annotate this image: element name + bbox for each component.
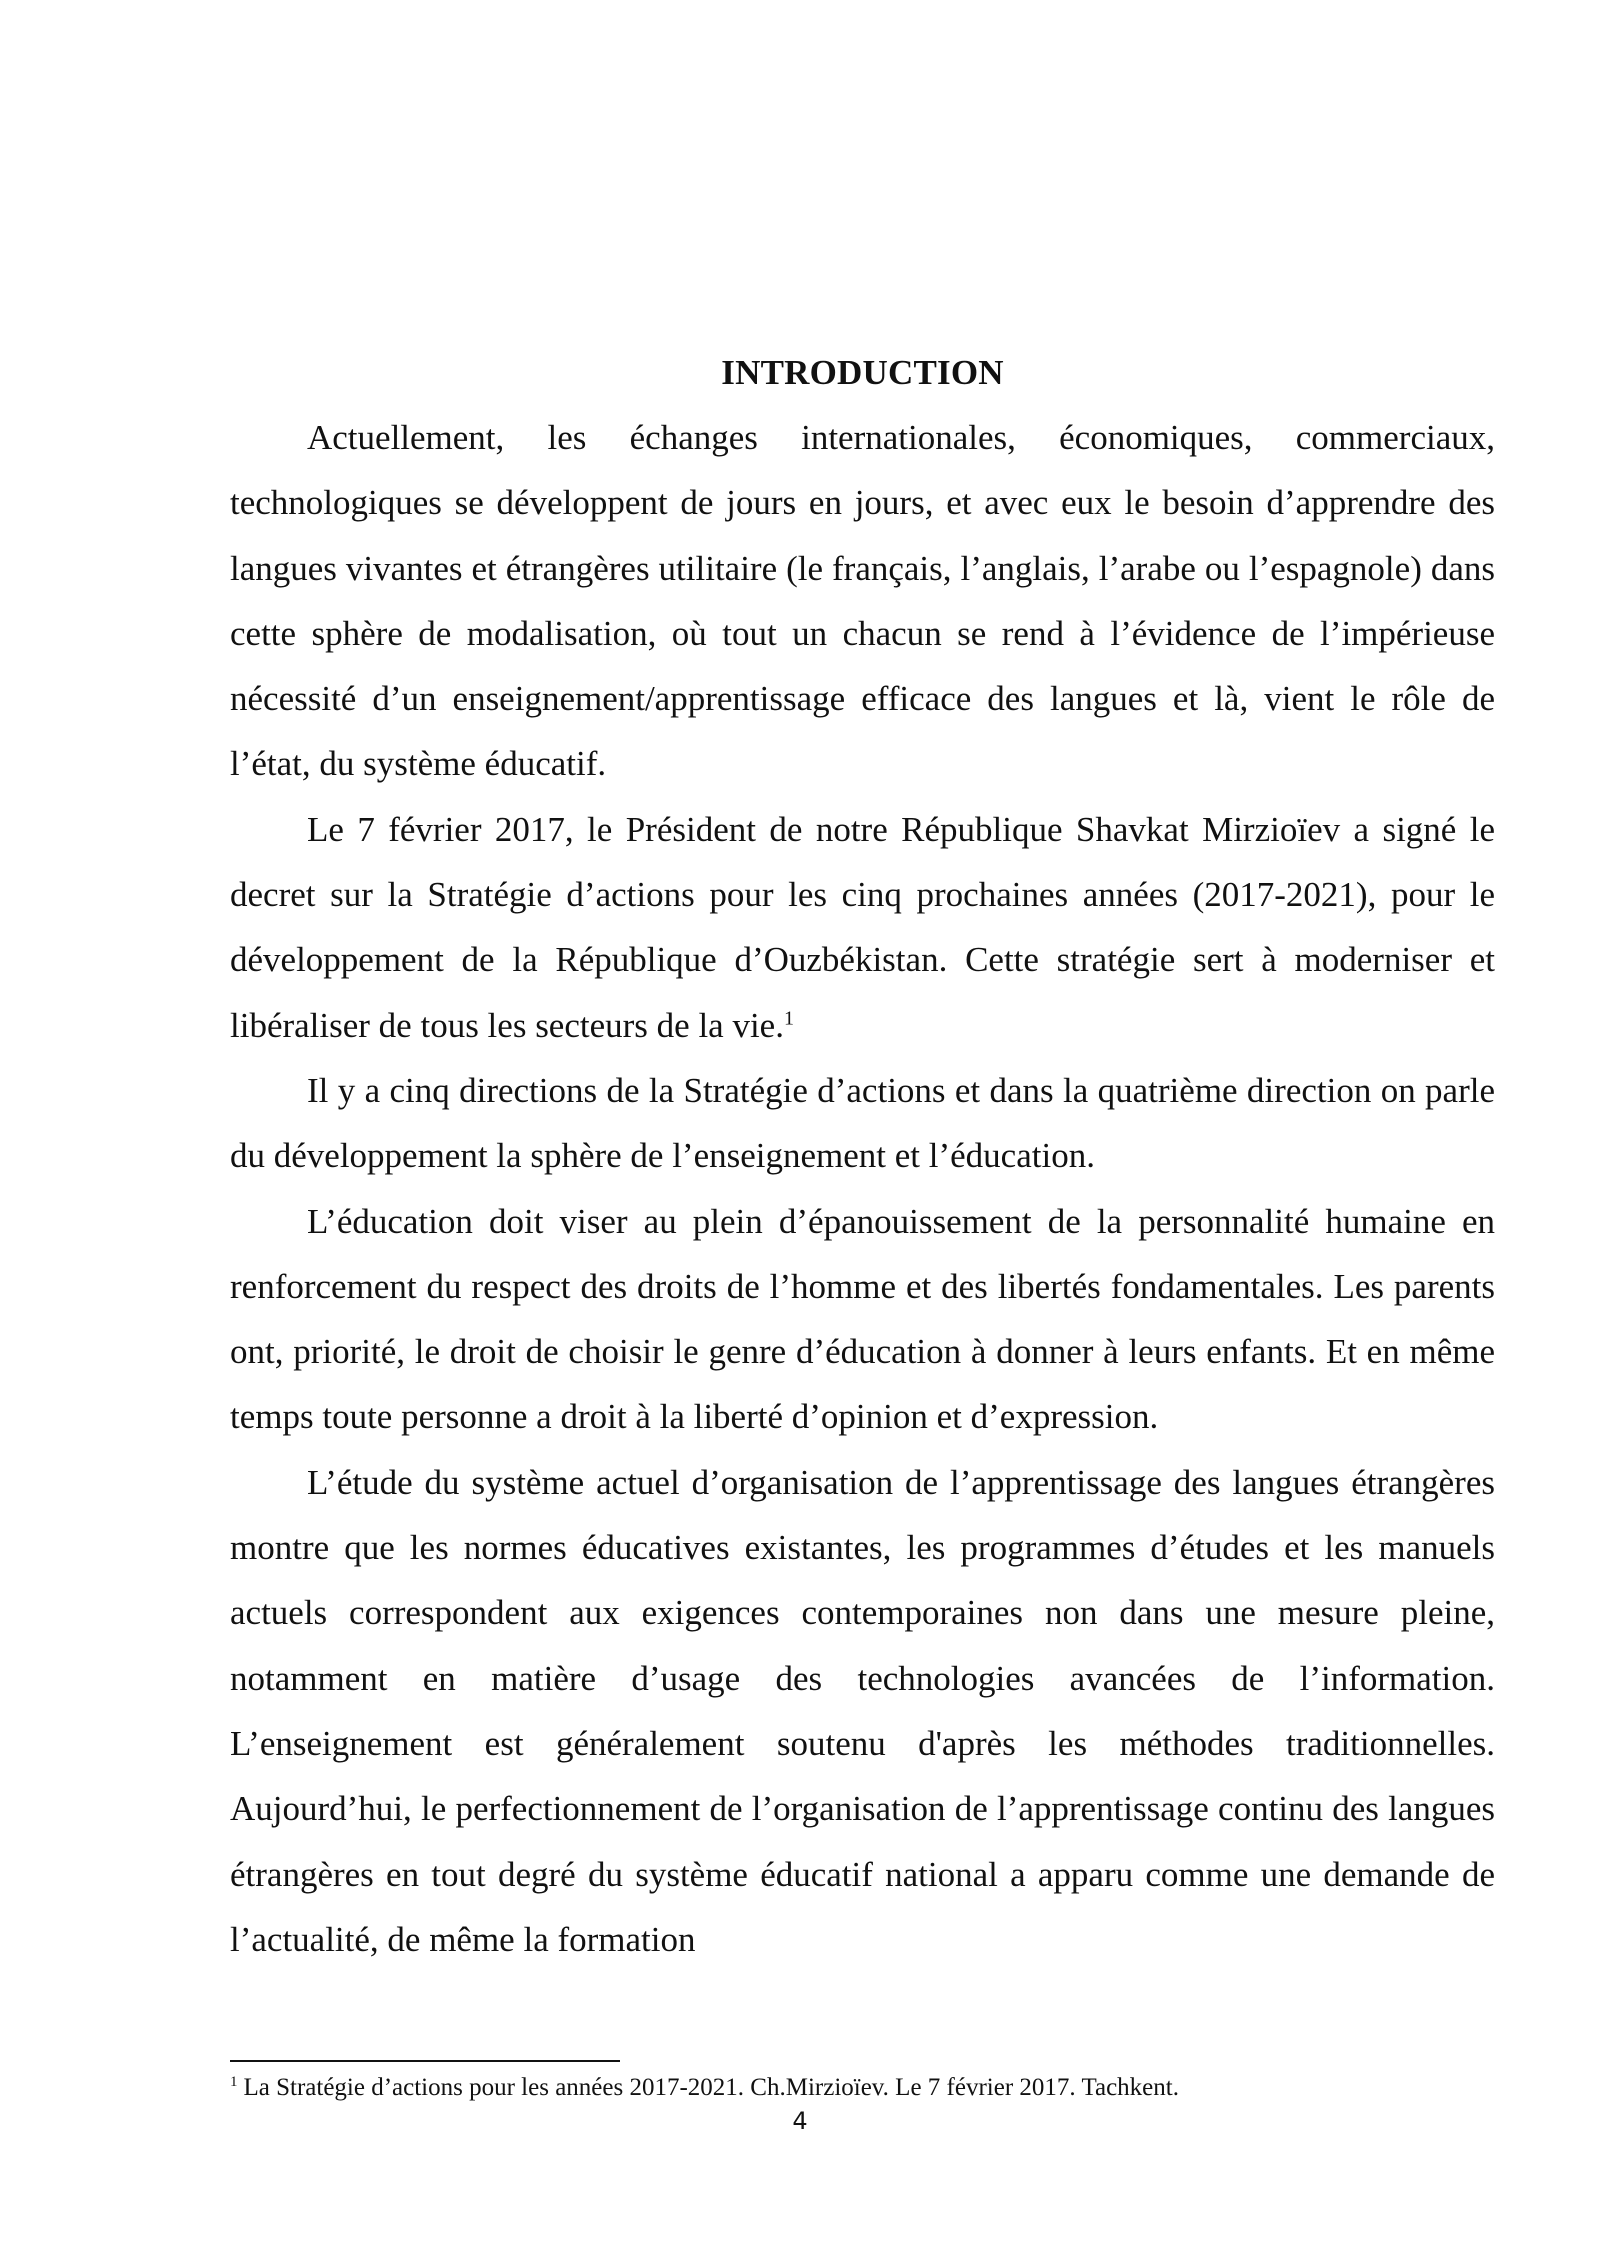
footnote-marker: 1	[230, 2073, 238, 2090]
footnote	[230, 2072, 1495, 2104]
page-title: INTRODUCTION	[721, 353, 1004, 392]
paragraph-5: L’étude du système actuel d’organisation de l’apprentissage des langues étrangères montre que les normes éducatives existantes, les programmes d’études et les manuels actuels correspondent aux exigences contemporaines non dans une mesure pleine, notamment en matière d’usage des technologies avancées de l’information. L’enseignement est généralement soutenu d'après les méthodes traditionnelles. Aujourd’hui, le perfectionnement de l’organisation de l’apprentissage continu des langues étrangères en tout degré du système éducatif national a apparu comme une demande de l’actualité, de même la formation	[230, 1462, 1495, 1959]
paragraph-2	[230, 797, 1495, 1058]
footnote-reference: 1	[783, 1007, 794, 1030]
footnote-divider	[230, 2060, 620, 2062]
page-body	[230, 340, 1495, 1972]
footnote-text: La Stratégie d’actions pour les années 2017-2021. Ch.Mirzioïev. Le 7 février 2017. Tachkent.	[243, 2074, 1179, 2101]
paragraph-3: Il y a cinq directions de la Stratégie d’actions et dans la quatrième direction on parle du développement la sphère de l’enseignement et l’éducation.	[230, 1070, 1495, 1176]
paragraph-4: L’éducation doit viser au plein d’épanouissement de la personnalité humaine en renforcement du respect des droits de l’homme et des libertés fondamentales. Les parents ont, priorité, le droit de choisir le genre d’éducation à donner à leurs enfants. Et en même temps toute personne a droit à la liberté d’opinion et d’expression.	[230, 1201, 1495, 1437]
paragraph-2-text: Le 7 février 2017, le Président de notre République Shavkat Mirzioïev a signé le decret sur la Stratégie d’actions pour les cinq prochaines années (2017-2021), pour le développement de la République d’Ouzbékistan. Cette stratégie sert à moderniser et libéraliser de tous les secteurs de la vie.	[230, 809, 1495, 1045]
paragraph-1: Actuellement, les échanges internationales, économiques, commerciaux, technologiques se développent de jours en jours, et avec eux le besoin d’apprendre des langues vivantes et étrangères utilitaire (le français, l’anglais, l’arabe ou l’espagnole) dans cette sphère de modalisation, où tout un chacun se rend à l’évidence de l’impérieuse nécessité d’un enseignement/apprentissage efficace des langues et là, vient le rôle de l’état, du système éducatif.	[230, 418, 1495, 784]
page-number: 4	[792, 2107, 808, 2135]
